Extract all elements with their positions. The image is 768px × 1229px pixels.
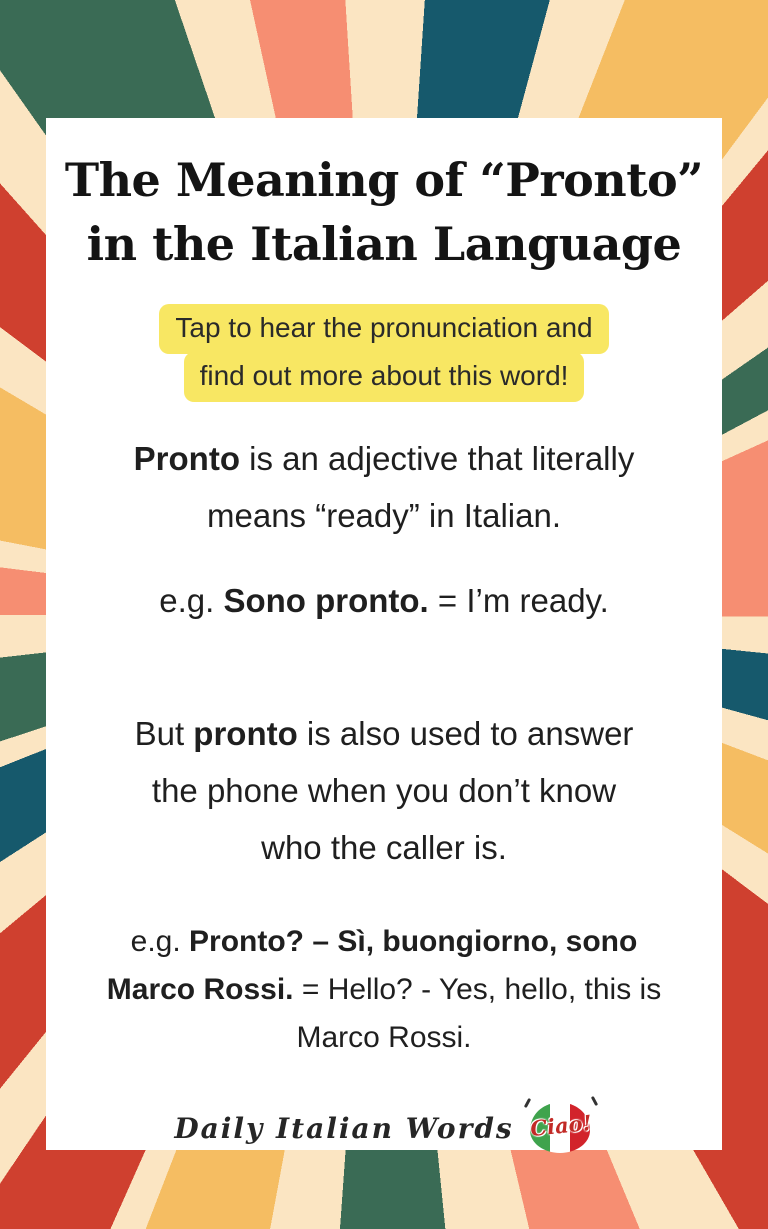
content-card — [46, 118, 722, 1150]
text-line: means “ready” in Italian. — [207, 497, 561, 534]
example-sentence-1 — [46, 572, 722, 629]
italian-flag-ciao-icon — [528, 1100, 594, 1156]
text-line: Pronto is an adjective that literally — [133, 440, 635, 477]
flag-accent-stroke-right — [591, 1096, 598, 1106]
text-line: the phone when you don’t know — [151, 772, 617, 809]
page-title — [46, 148, 722, 276]
text-line: Marco Rossi. — [296, 1021, 472, 1054]
text-line: But pronto is also used to answer — [134, 715, 634, 752]
usage-paragraph — [46, 705, 722, 876]
brand-footer — [46, 1100, 722, 1156]
text-line: e.g. Pronto? – Sì, buongiorno, sono — [130, 925, 638, 958]
tap-to-hear-cta[interactable] — [46, 304, 722, 404]
definition-paragraph — [46, 430, 722, 544]
text-line: Marco Rossi. = Hello? - Yes, hello, this is — [106, 973, 662, 1006]
example-sentence-2 — [46, 918, 722, 1062]
ciao-lettering: Ciao! — [528, 1109, 593, 1142]
title-line-1: The Meaning of “Pronto” — [64, 153, 704, 207]
cta-highlight-line-1[interactable]: Tap to hear the pronunciation and — [159, 304, 608, 354]
cta-highlight-line-2[interactable]: find out more about this word! — [184, 352, 585, 402]
text-line: e.g. Sono pronto. = I’m ready. — [159, 582, 609, 619]
text-line: who the caller is. — [261, 829, 507, 866]
brand-name: Daily Italian Words — [174, 1111, 514, 1145]
flag-accent-stroke-left — [524, 1098, 531, 1108]
title-line-2: in the Italian Language — [86, 217, 682, 271]
